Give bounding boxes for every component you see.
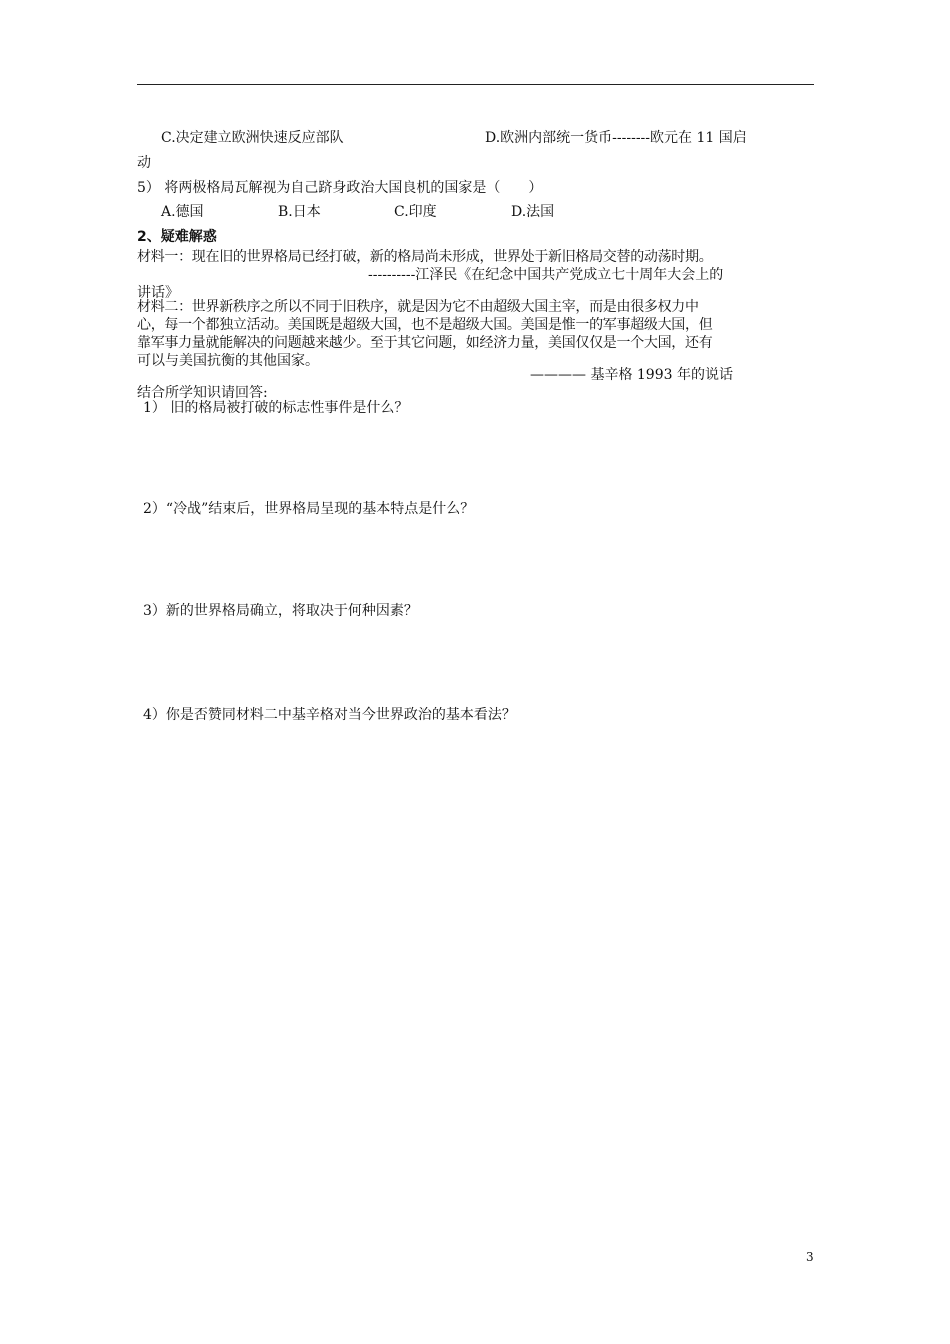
material2-line1: 材料二：世界新秩序之所以不同于旧秩序，就是因为它不由超级大国主宰，而是由很多权力中 [137, 299, 699, 315]
q5-option-b: B.日本 [278, 204, 321, 220]
q5-stem: 5） 将两极格局瓦解视为自己跻身政治大国良机的国家是（ ） [137, 180, 543, 196]
header-rule [137, 84, 814, 85]
question-3: 3）新的世界格局确立，将取决于何种因素？ [143, 603, 418, 619]
page-number: 3 [806, 1250, 814, 1264]
q4-option-d-wrap: 动 [137, 155, 151, 171]
material1-line1: 材料一：现在旧的世界格局已经打破，新的格局尚未形成，世界处于新旧格局交替的动荡时期。 [137, 249, 713, 265]
material2-line2: 心，每一个都独立活动。美国既是超级大国，也不是超级大国。美国是惟一的军事超级大国，但 [137, 317, 713, 333]
material1-line2: ----------江泽民《在纪念中国共产党成立七十周年大会上的 [368, 267, 724, 283]
material2-source: ———— 基辛格 1993 年的说话 [530, 367, 733, 383]
q4-option-c: C.决定建立欧洲快速反应部队 [161, 130, 344, 146]
q5-option-a: A.德国 [161, 204, 204, 220]
material1-line3: 讲话》 [137, 285, 179, 301]
answer-prompt: 结合所学知识请回答: [137, 385, 268, 401]
question-4: 4）你是否赞同材料二中基辛格对当今世界政治的基本看法？ [143, 707, 516, 723]
question-2: 2）“冷战”结束后，世界格局呈现的基本特点是什么？ [143, 501, 475, 517]
material2-line4: 可以与美国抗衡的其他国家。 [137, 353, 319, 369]
q5-option-d: D.法国 [511, 204, 555, 220]
material2-line3: 靠军事力量就能解决的问题越来越少。至于其它问题，如经济力量，美国仅仅是一个大国，还有 [137, 335, 713, 351]
section-heading: 2、疑难解惑 [137, 229, 217, 245]
q4-option-d: D.欧洲内部统一货币--------欧元在 11 国启 [485, 130, 747, 146]
q5-option-c: C.印度 [394, 204, 437, 220]
question-1: 1） 旧的格局被打破的标志性事件是什么？ [143, 400, 409, 416]
